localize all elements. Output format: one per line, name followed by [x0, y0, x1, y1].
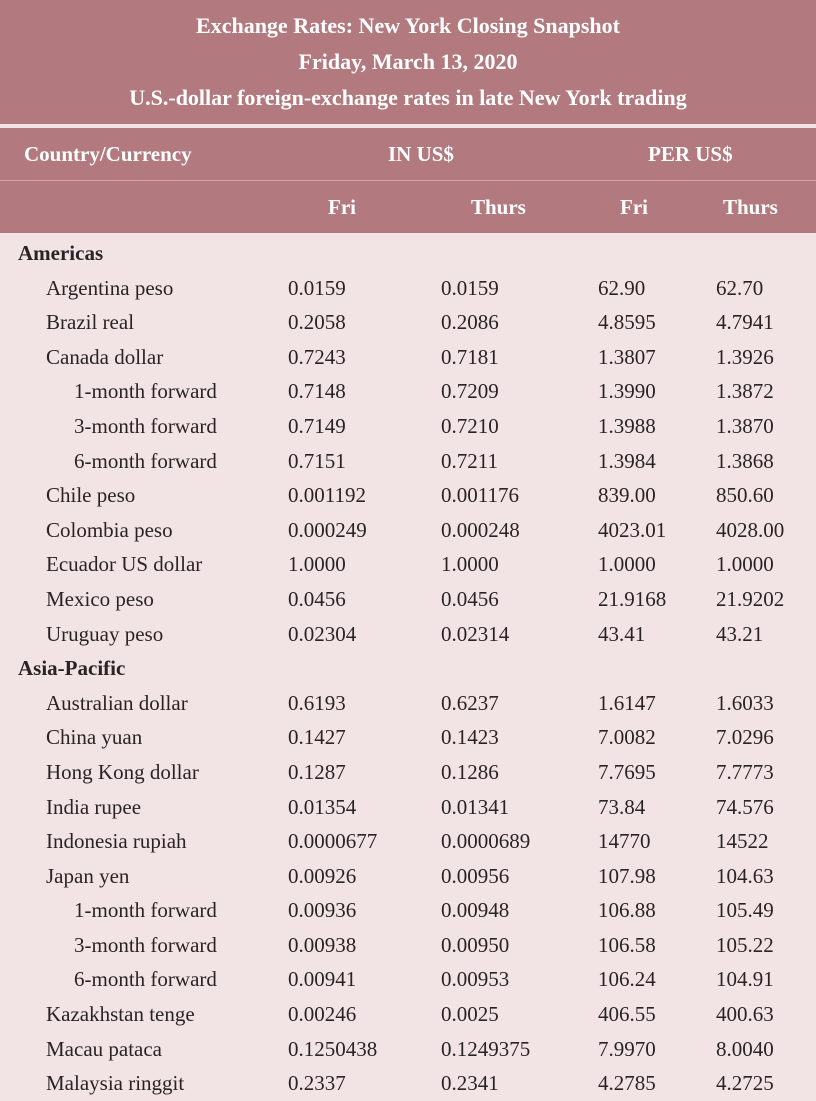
table-row	[0, 790, 816, 825]
page-title: Exchange Rates: New York Closing Snapshot	[196, 13, 620, 38]
in-usd-thurs-header: Thurs	[471, 195, 526, 219]
per-usd-fri-value: 62.90	[598, 275, 646, 300]
table-row	[0, 1066, 816, 1101]
in-usd-fri-value: 0.00938	[288, 932, 357, 957]
in-usd-thurs-value: 0.0159	[441, 275, 499, 300]
currency-name: 1-month forward	[74, 379, 217, 404]
in-usd-thurs-value: 0.0000689	[441, 829, 531, 854]
table-row	[0, 478, 816, 513]
table-row	[0, 928, 816, 963]
table-row	[0, 582, 816, 617]
per-usd-fri-value: 7.0082	[598, 725, 656, 750]
in-usd-column-header: IN US$	[388, 142, 454, 166]
table-row	[0, 720, 816, 755]
in-usd-fri-value: 0.7243	[288, 344, 346, 369]
currency-name: Canada dollar	[46, 344, 164, 369]
per-usd-thurs-value: 1.3872	[716, 379, 774, 404]
page-subtitle: U.S.-dollar foreign-exchange rates in late New York trading	[129, 85, 687, 110]
in-usd-thurs-value: 0.00948	[441, 898, 510, 923]
per-usd-thurs-value: 850.60	[716, 483, 774, 508]
per-usd-fri-value: 106.88	[598, 898, 656, 923]
currency-name: Japan yen	[46, 863, 130, 888]
in-usd-thurs-value: 0.02314	[441, 621, 510, 646]
in-usd-thurs-value: 0.001176	[441, 483, 519, 508]
currency-name: Mexico peso	[46, 586, 154, 611]
per-usd-fri-value: 1.3988	[598, 413, 656, 438]
in-usd-thurs-value: 0.6237	[441, 690, 499, 715]
in-usd-thurs-value: 0.00953	[441, 967, 510, 992]
table-subheader-row	[0, 181, 816, 233]
currency-name: Kazakhstan tenge	[46, 1002, 195, 1027]
per-usd-fri-value: 107.98	[598, 863, 656, 888]
per-usd-fri-value: 73.84	[598, 794, 646, 819]
per-usd-thurs-header: Thurs	[723, 195, 778, 219]
table-body	[0, 233, 816, 1101]
table-row	[0, 374, 816, 409]
table-row	[0, 859, 816, 894]
in-usd-fri-value: 0.1287	[288, 759, 346, 784]
in-usd-thurs-value: 0.00950	[441, 932, 510, 957]
table-row	[0, 824, 816, 859]
currency-name: Hong Kong dollar	[46, 759, 199, 784]
per-usd-column-header: PER US$	[648, 142, 733, 166]
title-block	[0, 0, 816, 124]
per-usd-thurs-value: 8.0040	[716, 1036, 774, 1061]
per-usd-fri-value: 1.0000	[598, 552, 656, 577]
per-usd-fri-value: 106.58	[598, 932, 656, 957]
per-usd-thurs-value: 1.6033	[716, 690, 774, 715]
per-usd-thurs-value: 62.70	[716, 275, 764, 300]
currency-name: India rupee	[46, 794, 142, 819]
in-usd-fri-value: 0.02304	[288, 621, 357, 646]
currency-name: Colombia peso	[46, 517, 173, 542]
in-usd-fri-value: 0.00936	[288, 898, 357, 923]
per-usd-thurs-value: 1.3870	[716, 413, 774, 438]
per-usd-fri-value: 7.7695	[598, 759, 656, 784]
per-usd-thurs-value: 1.0000	[716, 552, 774, 577]
per-usd-fri-header: Fri	[620, 195, 648, 219]
in-usd-fri-value: 0.1250438	[288, 1036, 378, 1061]
per-usd-fri-value: 839.00	[598, 483, 656, 508]
in-usd-fri-value: 0.00246	[288, 1002, 357, 1027]
in-usd-thurs-value: 0.0456	[441, 586, 499, 611]
in-usd-fri-value: 0.00926	[288, 863, 357, 888]
in-usd-thurs-value: 0.7209	[441, 379, 499, 404]
in-usd-thurs-value: 0.000248	[441, 517, 520, 542]
per-usd-fri-value: 1.3984	[598, 448, 656, 473]
region-name: Americas	[18, 241, 104, 265]
country-column-header: Country/Currency	[24, 142, 192, 166]
per-usd-thurs-value: 1.3926	[716, 344, 774, 369]
in-usd-fri-value: 0.1427	[288, 725, 346, 750]
table-row	[0, 617, 816, 652]
in-usd-thurs-value: 0.7210	[441, 413, 499, 438]
per-usd-thurs-value: 7.0296	[716, 725, 774, 750]
in-usd-thurs-value: 0.7181	[441, 344, 499, 369]
in-usd-fri-value: 0.7149	[288, 413, 346, 438]
in-usd-thurs-value: 0.2341	[441, 1071, 499, 1096]
currency-name: Brazil real	[46, 310, 135, 335]
in-usd-fri-value: 0.6193	[288, 690, 346, 715]
currency-name: 6-month forward	[74, 967, 217, 992]
in-usd-thurs-value: 0.2086	[441, 310, 499, 335]
table-header	[0, 128, 816, 233]
table-row	[0, 962, 816, 997]
table-row	[0, 755, 816, 790]
table-row	[0, 444, 816, 479]
currency-name: Indonesia rupiah	[46, 829, 187, 854]
in-usd-fri-value: 0.2337	[288, 1071, 346, 1096]
table-row	[0, 409, 816, 444]
in-usd-thurs-value: 0.01341	[441, 794, 510, 819]
per-usd-fri-value: 43.41	[598, 621, 646, 646]
in-usd-thurs-value: 0.7211	[441, 448, 498, 473]
currency-name: Macau pataca	[46, 1036, 163, 1061]
per-usd-fri-value: 1.3990	[598, 379, 656, 404]
per-usd-fri-value: 1.3807	[598, 344, 656, 369]
table-row	[0, 271, 816, 306]
region-name: Asia-Pacific	[18, 656, 126, 681]
per-usd-thurs-value: 4028.00	[716, 517, 785, 542]
in-usd-fri-value: 0.7148	[288, 379, 346, 404]
currency-name: Uruguay peso	[46, 621, 164, 646]
per-usd-fri-value: 4.2785	[598, 1071, 656, 1096]
per-usd-fri-value: 106.24	[598, 967, 656, 992]
table-row	[0, 340, 816, 375]
table-row	[0, 686, 816, 721]
per-usd-thurs-value: 1.3868	[716, 448, 774, 473]
region-header-row	[0, 651, 816, 686]
table-row	[0, 547, 816, 582]
in-usd-thurs-value: 0.00956	[441, 863, 510, 888]
table-row	[0, 305, 816, 340]
in-usd-fri-value: 0.0000677	[288, 829, 378, 854]
per-usd-fri-value: 4.8595	[598, 310, 656, 335]
per-usd-thurs-value: 4.7941	[716, 310, 774, 335]
table-row	[0, 893, 816, 928]
per-usd-thurs-value: 104.91	[716, 967, 774, 992]
currency-name: Chile peso	[46, 483, 136, 508]
region-header-row	[0, 236, 816, 271]
in-usd-thurs-value: 0.1286	[441, 759, 499, 784]
per-usd-thurs-value: 105.22	[716, 932, 774, 957]
in-usd-fri-value: 0.00941	[288, 967, 357, 992]
currency-name: China yuan	[46, 725, 143, 750]
page-date: Friday, March 13, 2020	[298, 49, 518, 74]
per-usd-fri-value: 14770	[598, 829, 651, 854]
in-usd-fri-value: 0.2058	[288, 310, 346, 335]
table-row	[0, 1032, 816, 1067]
currency-name: 3-month forward	[74, 932, 217, 957]
per-usd-thurs-value: 105.49	[716, 898, 774, 923]
currency-name: 6-month forward	[74, 448, 217, 473]
per-usd-fri-value: 21.9168	[598, 586, 667, 611]
in-usd-fri-value: 1.0000	[288, 552, 346, 577]
per-usd-fri-value: 1.6147	[598, 690, 656, 715]
per-usd-thurs-value: 104.63	[716, 863, 774, 888]
per-usd-thurs-value: 74.576	[716, 794, 774, 819]
per-usd-thurs-value: 400.63	[716, 1002, 774, 1027]
in-usd-fri-value: 0.001192	[288, 483, 366, 508]
per-usd-fri-value: 406.55	[598, 1002, 656, 1027]
table-header-row	[0, 128, 816, 181]
in-usd-fri-value: 0.0159	[288, 275, 346, 300]
per-usd-thurs-value: 7.7773	[716, 759, 774, 784]
in-usd-thurs-value: 0.0025	[441, 1002, 499, 1027]
per-usd-thurs-value: 4.2725	[716, 1071, 774, 1096]
in-usd-thurs-value: 0.1423	[441, 725, 499, 750]
in-usd-fri-value: 0.0456	[288, 586, 346, 611]
table-row	[0, 513, 816, 548]
in-usd-fri-header: Fri	[328, 195, 356, 219]
currency-name: Argentina peso	[46, 275, 174, 300]
currency-name: Ecuador US dollar	[46, 552, 203, 577]
currency-name: Australian dollar	[46, 690, 188, 715]
currency-name: 3-month forward	[74, 413, 217, 438]
per-usd-thurs-value: 14522	[716, 829, 769, 854]
per-usd-thurs-value: 43.21	[716, 621, 764, 646]
in-usd-thurs-value: 0.1249375	[441, 1036, 531, 1061]
table-row	[0, 997, 816, 1032]
per-usd-thurs-value: 21.9202	[716, 586, 785, 611]
per-usd-fri-value: 4023.01	[598, 517, 667, 542]
currency-name: 1-month forward	[74, 898, 217, 923]
per-usd-fri-value: 7.9970	[598, 1036, 656, 1061]
in-usd-fri-value: 0.01354	[288, 794, 357, 819]
currency-name: Malaysia ringgit	[46, 1071, 185, 1096]
in-usd-fri-value: 0.000249	[288, 517, 367, 542]
in-usd-fri-value: 0.7151	[288, 448, 346, 473]
in-usd-thurs-value: 1.0000	[441, 552, 499, 577]
